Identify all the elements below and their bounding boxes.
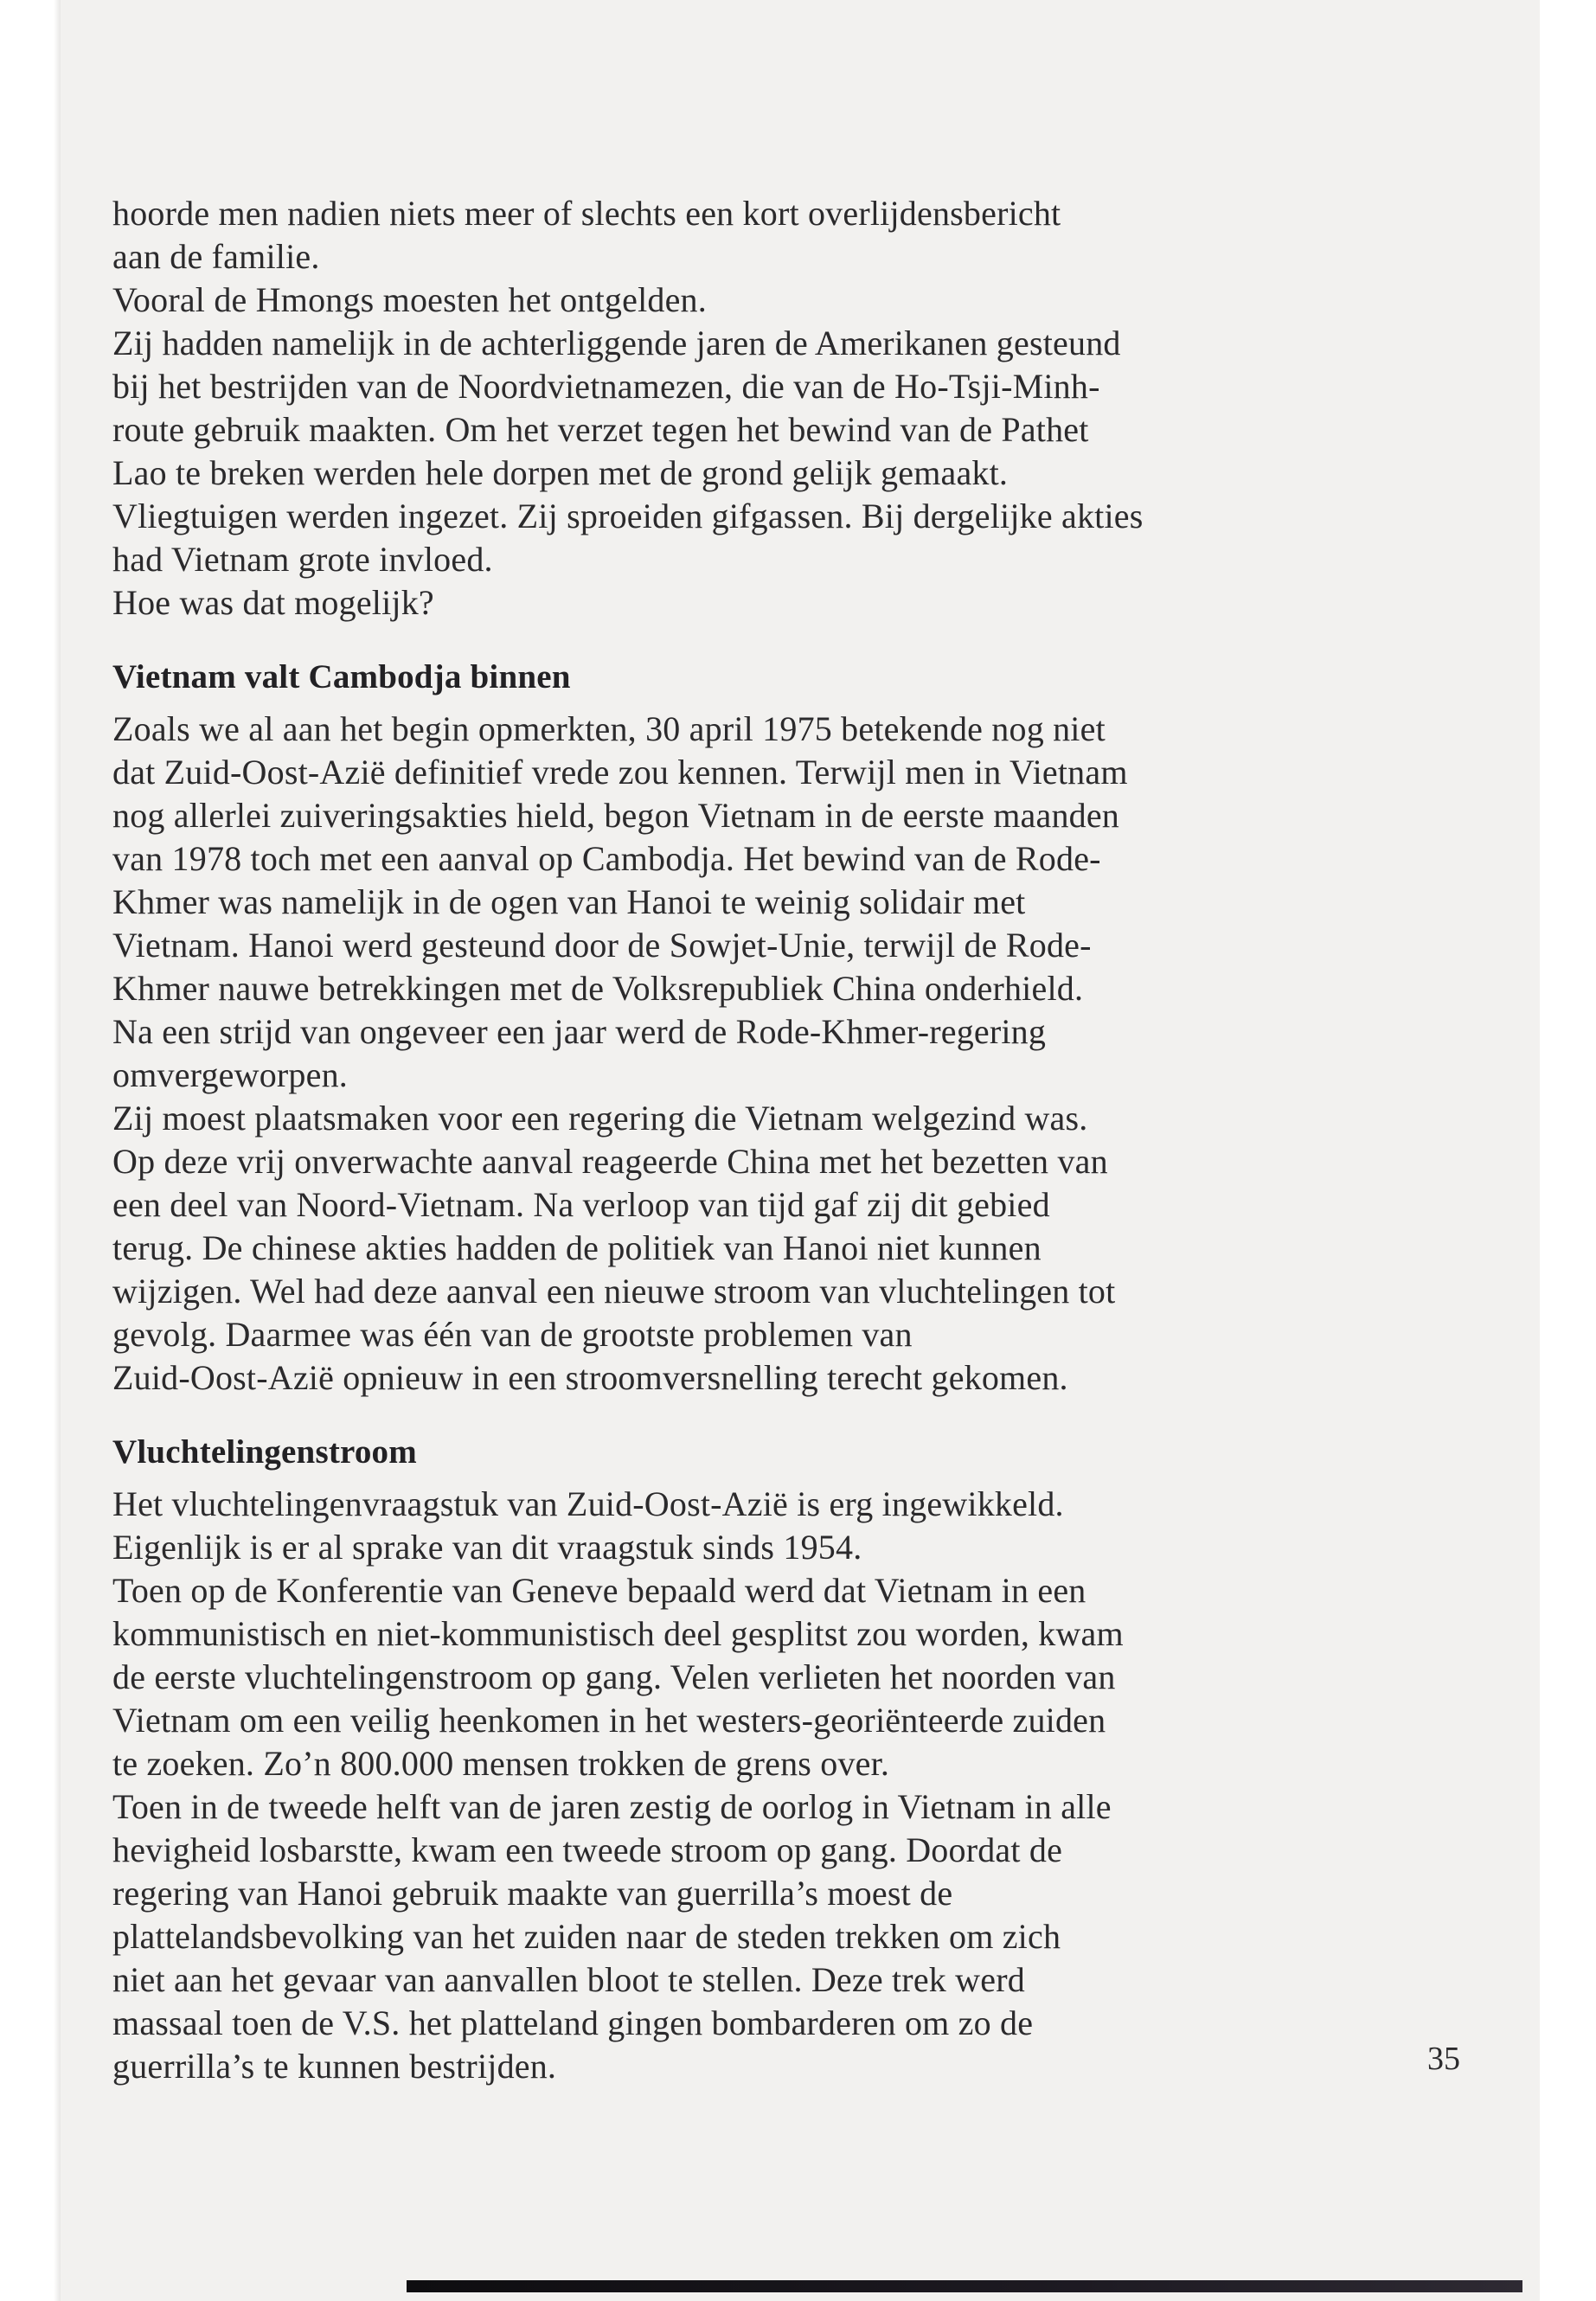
section-heading-vluchtelingen: Vluchtelingenstroom: [112, 1433, 417, 1471]
text-line: hevigheid losbarstte, kwam een tweede stroom op gang. Doordat de: [112, 1830, 1063, 1869]
text-line: Zij hadden namelijk in de achterliggende jaren de Amerikanen gesteund: [112, 324, 1121, 362]
text-line: dat Zuid-Oost-Azië definitief vrede zou kennen. Terwijl men in Vietnam: [112, 753, 1128, 792]
text-line: Vietnam om een veilig heenkomen in het westers-georiënteerde zuiden: [112, 1701, 1106, 1740]
text-line: kommunistisch en niet-kommunistisch deel gesplitst zou worden, kwam: [112, 1614, 1124, 1653]
text-line: route gebruik maakten. Om het verzet tegen het bewind van de Pathet: [112, 410, 1089, 449]
text-line: te zoeken. Zo’n 800.000 mensen trokken de grens over.: [112, 1744, 890, 1783]
text-line: Lao te breken werden hele dorpen met de grond gelijk gemaakt.: [112, 453, 1009, 492]
text-line: Khmer nauwe betrekkingen met de Volksrepubliek China onderhield.: [112, 969, 1084, 1008]
text-line: aan de familie.: [112, 237, 320, 276]
page-number: 35: [1427, 2041, 1460, 2077]
text-line: niet aan het gevaar van aanvallen bloot te stellen. Deze trek werd: [112, 1960, 1025, 1999]
section-heading-cambodja: Vietnam valt Cambodja binnen: [112, 658, 571, 695]
text-line: regering van Hanoi gebruik maakte van guerrilla’s moest de: [112, 1874, 953, 1913]
text-line: Na een strijd van ongeveer een jaar werd de Rode-Khmer-regering: [112, 1012, 1047, 1051]
text-line: de eerste vluchtelingenstroom op gang. Velen verlieten het noorden van: [112, 1657, 1116, 1696]
text-line: Vooral de Hmongs moesten het ontgelden.: [112, 280, 707, 319]
body-text: [112, 192, 1393, 2088]
text-line: Vietnam. Hanoi werd gesteund door de Sowjet-Unie, terwijl de Rode-: [112, 926, 1092, 965]
text-line: Op deze vrij onverwachte aanval reageerde China met het bezetten van: [112, 1142, 1108, 1181]
text-line: omvergeworpen.: [112, 1055, 348, 1094]
text-line: massaal toen de V.S. het platteland gingen bombarderen om zo de: [112, 2003, 1034, 2042]
page-left-edge: [54, 0, 61, 2301]
text-line: Zoals we al aan het begin opmerkten, 30 april 1975 betekende nog niet: [112, 709, 1106, 748]
text-line: Het vluchtelingenvraagstuk van Zuid-Oost-Azië is erg ingewikkeld.: [112, 1484, 1064, 1523]
text-line: hoorde men nadien niets meer of slechts een kort overlijdensbericht: [112, 194, 1061, 233]
text-line: een deel van Noord-Vietnam. Na verloop van tijd gaf zij dit gebied: [112, 1185, 1050, 1224]
text-line: Vliegtuigen werden ingezet. Zij sproeiden gifgassen. Bij dergelijke akties: [112, 497, 1144, 535]
bottom-binding-strip: [407, 2280, 1522, 2292]
text-line: terug. De chinese akties hadden de politiek van Hanoi niet kunnen: [112, 1228, 1042, 1267]
text-line: Zuid-Oost-Azië opnieuw in een stroomversnelling terecht gekomen.: [112, 1358, 1068, 1397]
text-line: gevolg. Daarmee was één van de grootste problemen van: [112, 1315, 913, 1354]
text-line: guerrilla’s te kunnen bestrijden.: [112, 2047, 557, 2086]
text-line: van 1978 toch met een aanval op Cambodja. Het bewind van de Rode-: [112, 839, 1101, 878]
text-line: Toen in de tweede helft van de jaren zestig de oorlog in Vietnam in alle: [112, 1787, 1112, 1826]
text-line: Khmer was namelijk in de ogen van Hanoi te weinig solidair met: [112, 882, 1026, 921]
text-line: Hoe was dat mogelijk?: [112, 583, 434, 622]
text-line: Zij moest plaatsmaken voor een regering die Vietnam welgezind was.: [112, 1099, 1088, 1138]
text-line: Toen op de Konferentie van Geneve bepaald werd dat Vietnam in een: [112, 1571, 1086, 1610]
text-line: wijzigen. Wel had deze aanval een nieuwe stroom van vluchtelingen tot: [112, 1272, 1116, 1311]
text-line: bij het bestrijden van de Noordvietnamezen, die van de Ho-Tsji-Minh-: [112, 367, 1100, 406]
text-line: had Vietnam grote invloed.: [112, 540, 493, 579]
text-line: Eigenlijk is er al sprake van dit vraagstuk sinds 1954.: [112, 1528, 862, 1567]
text-line: plattelandsbevolking van het zuiden naar de steden trekken om zich: [112, 1917, 1061, 1956]
text-line: nog allerlei zuiveringsakties hield, begon Vietnam in de eerste maanden: [112, 796, 1120, 835]
